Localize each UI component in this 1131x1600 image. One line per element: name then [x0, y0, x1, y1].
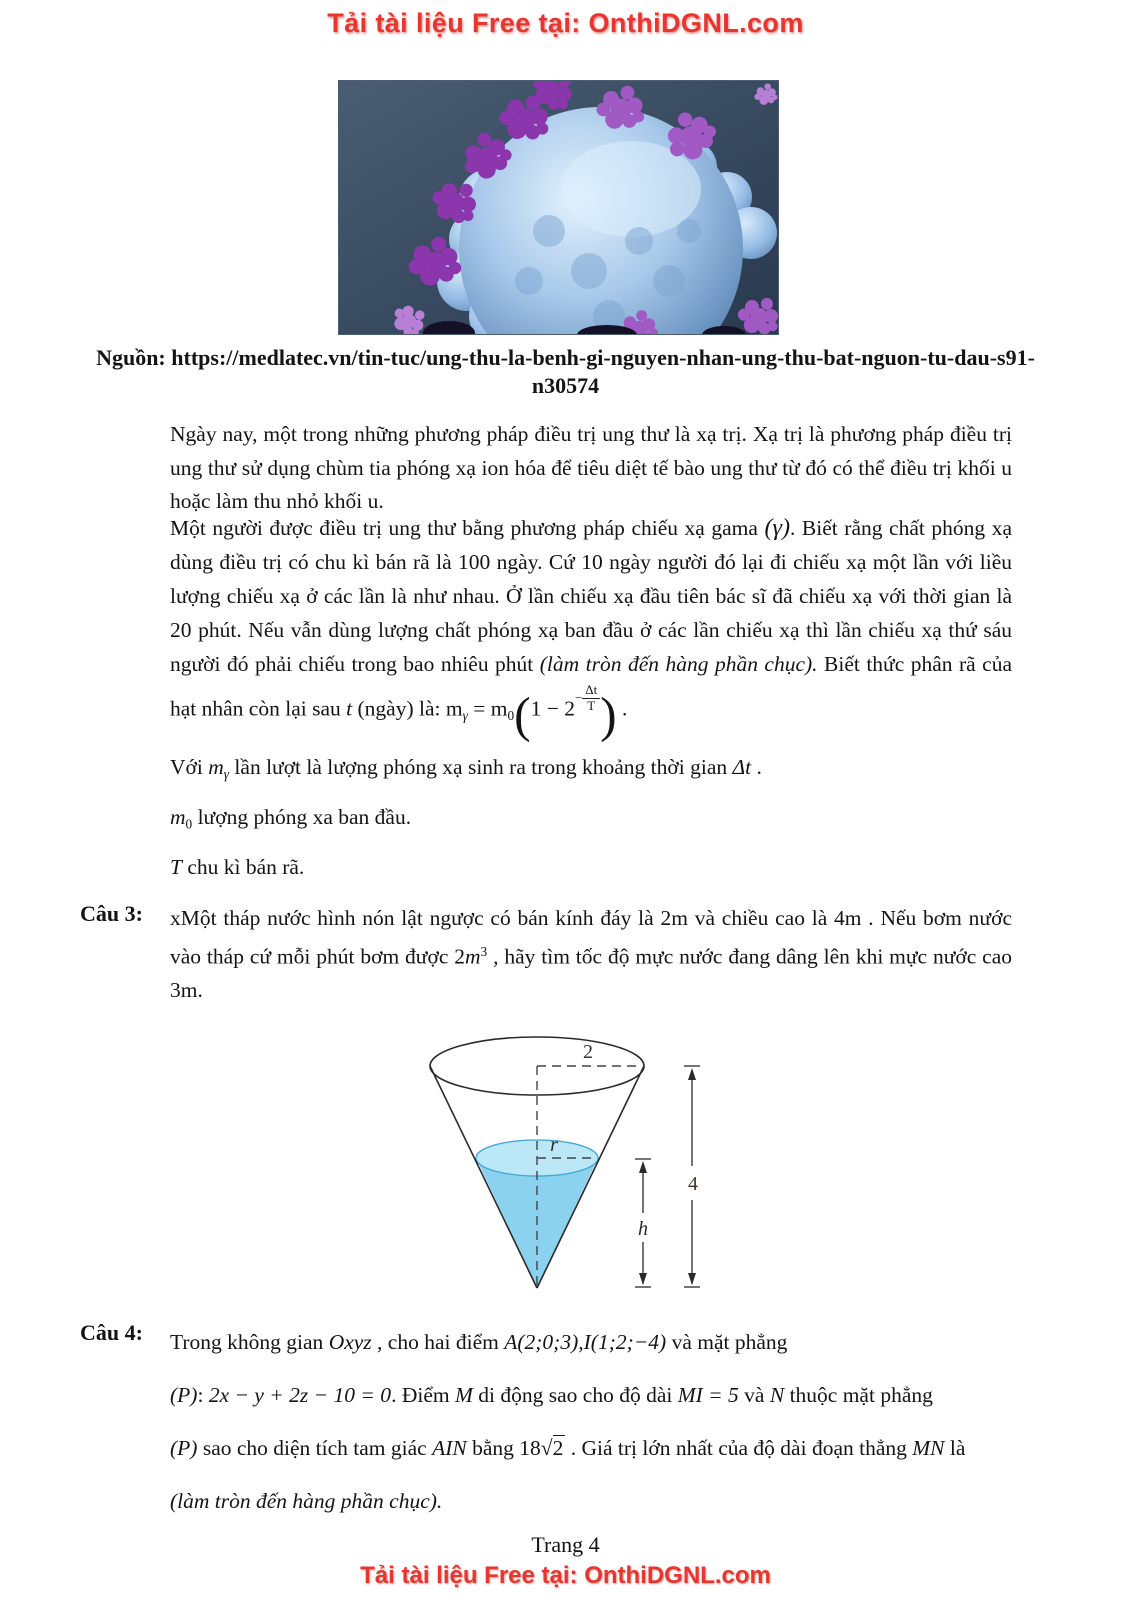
text-run: . Biết rằng chất phóng xạ dùng điều trị có chu kì bán rã là 100 ngày. Cứ 10 ngày người đó lại đi chiếu xạ một lần với liều lượng chiếu xạ ở các lần là như nhau. Ở lần chiếu xạ đầu tiên bác sĩ đã chiếu xạ với thời gian là 20 phút. Nếu vẫn dùng lượng chất phóng xạ ban đầu ở các lần chiếu xạ thì lần chiếu xạ thứ sáu người đó phải chiếu trong bao nhiêu phút	[170, 516, 1012, 676]
cancer-cell-image	[338, 80, 779, 335]
area-value	[519, 1435, 565, 1460]
image-source-caption	[93, 344, 1038, 400]
m0-var: m	[170, 805, 186, 829]
N-var: N	[769, 1383, 785, 1407]
note-T	[170, 855, 304, 880]
plane-P: (P)	[170, 1436, 198, 1460]
question-4-label: Câu 4:	[80, 1320, 143, 1345]
triangle-AIN: AIN	[432, 1436, 467, 1460]
rounding-note: (làm tròn đến hàng phần chục).	[539, 652, 818, 676]
delta-t-var: Δt	[732, 755, 752, 779]
cone-diagram-svg	[420, 1028, 720, 1296]
text-run: (ngày) là:	[352, 696, 446, 721]
decay-formula	[445, 681, 628, 743]
radiation-paragraph	[170, 511, 1012, 743]
note-m0	[170, 805, 411, 833]
oxyz-var: Oxyz	[328, 1330, 372, 1354]
source-url[interactable]: https://medlatec.vn/tin-tuc/ung-thu-la-benh-gi-nguyen-nhan-ung-thu-bat-nguon-tu-dau-s91-n30574	[171, 345, 1035, 398]
text-run: chu kì bán rã.	[181, 855, 305, 879]
gamma-symbol: (γ)	[764, 515, 791, 541]
text-run: thuộc mặt phẳng	[784, 1383, 933, 1407]
exp-fraction	[582, 683, 600, 714]
text-run: lượng phóng xa ban đầu.	[192, 805, 412, 829]
MN-var: MN	[912, 1436, 945, 1460]
text-run: và	[738, 1383, 770, 1407]
water-radius-label: r	[550, 1134, 558, 1156]
promo-banner-top: Tải tài liệu Free tại: OnthiDGNL.com	[327, 8, 804, 38]
text-run: bằng	[466, 1436, 520, 1460]
water-height-label: h	[638, 1218, 648, 1240]
m0-sub: 0	[185, 816, 193, 832]
note-m-gamma	[170, 755, 762, 783]
exp-sign: −	[575, 691, 583, 705]
text-run: , hãy tìm tốc độ mực nước đang dâng lên khi mực nước cao 3m.	[170, 944, 1012, 1003]
total-height-label: 4	[688, 1173, 698, 1195]
question-3-text	[170, 901, 1012, 1007]
points-A-I: A(2;0;3),I(1;2;−4)	[504, 1330, 667, 1354]
cancer-cell-illustration	[339, 81, 779, 335]
sqrt-coefficient: 18	[519, 1436, 541, 1460]
m-cubed-sup: 3	[480, 944, 488, 959]
formula-m0: m	[490, 696, 508, 721]
M-var: M	[454, 1383, 473, 1407]
T-var: T	[170, 855, 182, 879]
open-paren: (	[514, 687, 531, 743]
text-run: Trong không gian	[170, 1330, 329, 1354]
t-variable: t	[346, 696, 353, 721]
text-run: là	[944, 1436, 966, 1460]
question-4-line-1	[170, 1316, 1050, 1369]
formula-inner: 1 − 2	[530, 696, 576, 721]
promo-banner-bottom: Tải tài liệu Free tại: OnthiDGNL.com	[360, 1562, 771, 1589]
text-run: . Điểm	[391, 1383, 455, 1407]
text-run: :	[197, 1383, 209, 1407]
text-run: lần lượt là lượng phóng xạ sinh ra trong khoảng thời gian	[229, 755, 733, 779]
formula-end: .	[616, 696, 628, 721]
formula-equals: =	[467, 696, 491, 721]
formula-m0-sub: 0	[507, 708, 515, 724]
m-gamma-var: m	[208, 755, 224, 779]
close-paren: )	[600, 687, 617, 743]
formula-lhs-sub: γ	[462, 708, 468, 724]
text-run: Một người được điều trị ung thư bằng phương pháp chiếu xạ gama	[170, 516, 765, 540]
text-run: Với	[170, 755, 209, 779]
formula-lhs: m	[445, 696, 463, 721]
text-run: .	[751, 755, 762, 779]
text-run: sao cho diện tích tam giác	[197, 1436, 433, 1460]
plane-P: (P)	[170, 1383, 198, 1407]
text-run: và mặt phẳng	[666, 1330, 788, 1354]
exp-numerator: Δt	[582, 683, 600, 699]
source-label: Nguồn:	[96, 345, 172, 370]
MI-equals-5: MI = 5	[677, 1383, 739, 1407]
question-4-text	[170, 1316, 1050, 1528]
question-3-label: Câu 3:	[80, 901, 143, 926]
text-run: Biết thức phân rã của hạt nhân còn lại sau	[170, 652, 1012, 721]
text-run: xMột tháp nước hình nón lật ngược có bán kính đáy là 2m và chiều cao là 4m . Nếu bơm nước vào tháp cứ mỗi phút bơm được 2	[170, 906, 1012, 969]
cone-diagram	[420, 1028, 720, 1296]
page-number: Trang 4	[531, 1532, 600, 1557]
sqrt-symbol-icon: √	[540, 1436, 553, 1460]
intro-paragraph: Ngày nay, một trong những phương pháp điều trị ung thư là xạ trị. Xạ trị là phương pháp điều trị ung thư sử dụng chùm tia phóng xạ ion hóa để tiêu diệt tế bào ung thư từ đó có thể điều trị khối u hoặc làm thu nhỏ khối u.	[170, 422, 1012, 513]
m-gamma-sub: γ	[223, 766, 230, 782]
formula-exponent	[575, 681, 600, 715]
question-4-line-2	[170, 1369, 1050, 1422]
text-run: , cho hai điểm	[371, 1330, 505, 1354]
top-radius-label: 2	[583, 1041, 593, 1063]
text-run: di động sao cho độ dài	[472, 1383, 678, 1407]
sqrt-radicand: 2	[552, 1436, 564, 1460]
text-run: . Giá trị lớn nhất của độ dài đoạn thẳng	[565, 1436, 913, 1460]
question-4-line-4: (làm tròn đến hàng phần chục).	[170, 1489, 443, 1513]
plane-equation: 2x − y + 2z − 10 = 0	[208, 1383, 392, 1407]
exp-denominator: T	[587, 699, 596, 714]
m-cubed-base: m	[465, 944, 481, 969]
question-4-line-3	[170, 1422, 1050, 1475]
